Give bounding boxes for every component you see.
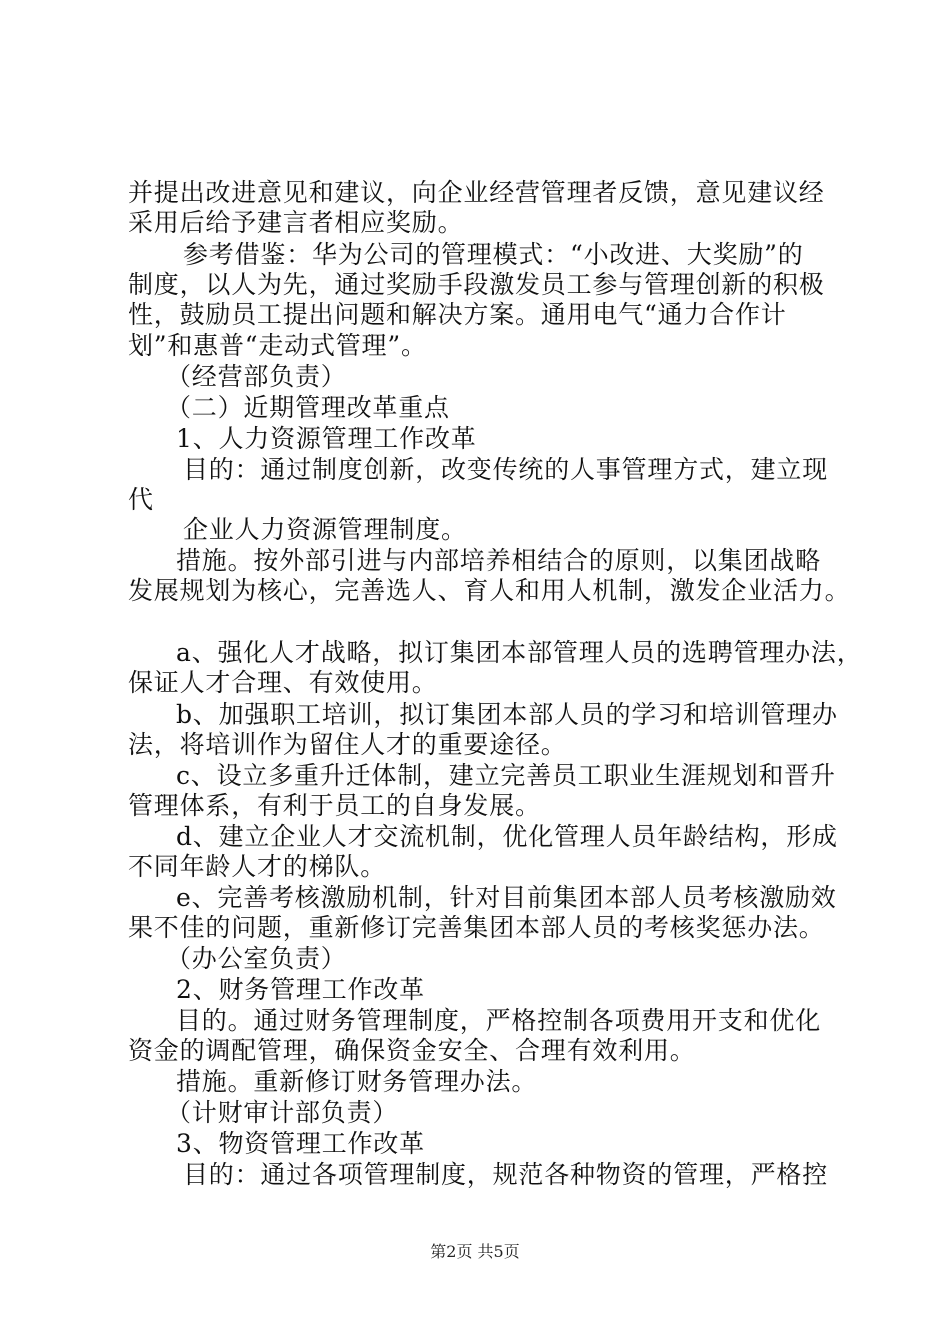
section-heading: （二）近期管理改革重点 — [166, 393, 450, 422]
body-line: （经营部负责） — [166, 362, 347, 391]
body-line: 目的。通过财务管理制度，严格控制各项费用开支和优化 — [176, 1006, 822, 1035]
body-line: 目的：通过各项管理制度，规范各种物资的管理，严格控 — [183, 1160, 829, 1189]
subsection-heading: 3、物资管理工作改革 — [176, 1129, 425, 1158]
body-line: 保证人才合理、有效使用。 — [128, 668, 438, 697]
body-line: 划”和惠普“走动式管理”。 — [128, 331, 427, 360]
body-line: 果不佳的问题，重新修订完善集团本部人员的考核奖惩办法。 — [128, 913, 825, 942]
body-line: 管理体系，有利于员工的自身发展。 — [128, 791, 541, 820]
body-line: 不同年龄人才的梯队。 — [128, 852, 387, 881]
body-line: 法，将培训作为留住人才的重要途径。 — [128, 730, 567, 759]
body-line: 性，鼓励员工提出问题和解决方案。通用电气“通力合作计 — [128, 300, 787, 329]
list-item: e、完善考核激励机制，针对目前集团本部人员考核激励效 — [176, 883, 837, 912]
body-line: 发展规划为核心，完善选人、育人和用人机制，激发企业活力。 — [128, 576, 851, 605]
body-line: （计财审计部负责） — [166, 1098, 399, 1127]
body-line: 代 — [128, 485, 154, 514]
subsection-heading: 2、财务管理工作改革 — [176, 975, 425, 1004]
subsection-heading: 1、人力资源管理工作改革 — [176, 424, 477, 453]
body-line: 并提出改进意见和建议，向企业经营管理者反馈，意见建议经 — [128, 178, 825, 207]
list-item: a、强化人才战略，拟订集团本部管理人员的选聘管理办法， — [176, 638, 863, 667]
body-line: 资金的调配管理，确保资金安全、合理有效利用。 — [128, 1036, 696, 1065]
body-line: （办公室负责） — [166, 944, 347, 973]
list-item: b、加强职工培训，拟订集团本部人员的学习和培训管理办 — [176, 700, 838, 729]
body-line: 企业人力资源管理制度。 — [183, 515, 467, 544]
body-line: 采用后给予建言者相应奖励。 — [128, 208, 464, 237]
body-line: 措施。按外部引进与内部培养相结合的原则，以集团战略 — [176, 546, 822, 575]
list-item: c、设立多重升迁体制，建立完善员工职业生涯规划和晋升 — [176, 761, 836, 790]
body-line: 制度，以人为先，通过奖励手段激发员工参与管理创新的积极 — [128, 270, 825, 299]
page-footer: 第2页 共5页 — [430, 1242, 520, 1261]
body-line: 目的：通过制度创新，改变传统的人事管理方式，建立现 — [183, 455, 829, 484]
list-item: d、建立企业人才交流机制，优化管理人员年龄结构，形成 — [176, 822, 838, 851]
body-line: 措施。重新修订财务管理办法。 — [176, 1067, 538, 1096]
body-line: 参考借鉴：华为公司的管理模式：“小改进、大奖励”的 — [183, 240, 804, 269]
